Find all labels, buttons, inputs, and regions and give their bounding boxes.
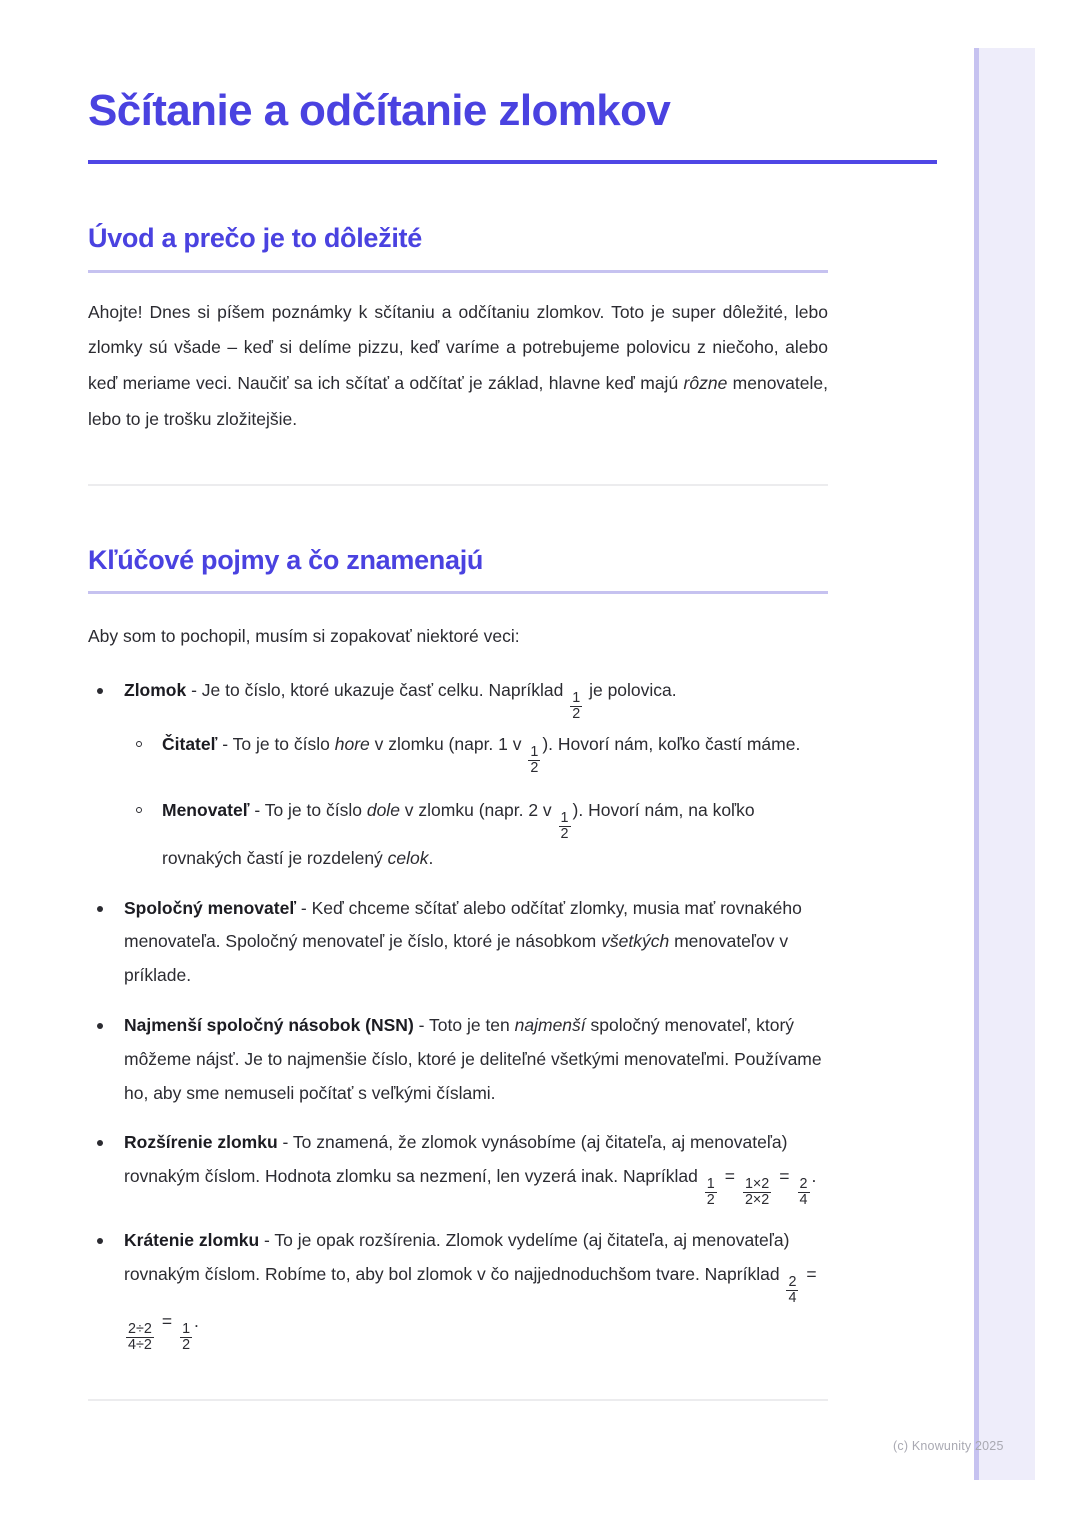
intro-paragraph-emphasis: rôzne [683,373,728,394]
fraction-denominator: 2 [182,1337,191,1354]
fraction-numerator: 2 [788,1273,797,1290]
concept-term: Krátenie zlomku [124,1229,260,1250]
concept-text-end: . [428,847,434,868]
fraction-numerator: 1 [706,1176,715,1193]
list-item [124,794,828,876]
document-content [88,86,828,1401]
concept-term: Menovateľ [162,800,250,821]
section-divider-2 [88,1399,828,1401]
fraction-denominator: 4 [788,1289,797,1306]
fraction-numerator: 1 [530,744,539,761]
section-heading-intro: Úvod a prečo je to dôležité [88,223,422,254]
concept-term: Spoločný menovateľ [124,897,297,918]
section-underline-intro [88,270,828,273]
concept-text: - Keď chceme sčítať alebo odčítať zlomky, musia mať rovnakého menovateľa. Spoločný menovateľ je číslo, ktoré je násobkom [124,897,802,952]
fraction-denominator: 2×2 [744,1191,770,1208]
concept-text: - To je opak rozšírenia. Zlomok vydelíme (aj čitateľa, aj menovateľa) rovnakým číslom. Robíme to, aby bol zlomok v čo najjednoduchšom tvare. Napríklad [124,1229,790,1284]
list-item [88,1224,828,1353]
concept-text-tail: spoločný menovateľ, ktorý môžeme nájsť. Je to najmenšie číslo, ktoré je deliteľné všetkými menovateľmi. Používame ho, aby sme nemuseli počítať s veľkými číslami. [124,1014,822,1103]
fraction [705,1177,717,1208]
equation-operator: = [161,1311,173,1332]
fraction-numerator: 1×2 [744,1176,770,1193]
list-item [124,728,828,776]
fraction-denominator: 2 [572,706,581,723]
concept-text-mid: v zlomku (napr. 1 v [369,734,527,755]
concept-emphasis: hore [334,734,370,755]
title-underline [88,160,937,164]
concept-emphasis-end: celok [387,847,429,868]
concept-text: - To je to číslo [217,734,335,755]
concepts-lead-text: Aby som to pochopil, musím si zopakovať niektoré veci: [88,626,520,647]
section-underline-concepts [88,591,828,594]
concept-text-tail: . [194,1311,199,1332]
fraction-numerator: 2 [799,1176,808,1193]
fraction [798,1177,810,1208]
fraction-denominator: 4÷2 [128,1337,152,1354]
concept-text-mid: v zlomku (napr. 2 v [399,800,557,821]
equation-operator: = [779,1166,790,1187]
fraction [743,1177,771,1208]
concept-text: - Toto je ten [413,1014,515,1035]
concept-text-tail: . [811,1166,817,1187]
page-title: Sčítanie a odčítanie zlomkov [88,86,671,135]
list-item [88,674,828,875]
concept-text-tail: menovateľov v príklade. [124,931,789,986]
concept-list [88,674,828,1353]
concept-emphasis: najmenší [514,1014,586,1035]
concept-term: Najmenší spoločný násobok (NSN) [124,1014,414,1035]
list-item [88,1009,828,1110]
fraction-denominator: 4 [799,1191,808,1208]
fraction [180,1322,192,1353]
intro-paragraph-part2: menovatele, lebo to je trošku zložitejšie. [88,373,828,430]
concept-term: Zlomok [124,680,187,701]
fraction [528,745,540,776]
section-divider-1 [88,484,828,486]
fraction-denominator: 2 [560,826,569,843]
list-item [88,1126,828,1208]
concept-emphasis: všetkých [601,931,670,952]
fraction-numerator: 1 [560,810,569,827]
intro-paragraph [88,295,828,439]
intro-paragraph-part1: Ahojte! Dnes si píšem poznámky k sčítaniu a odčítaniu zlomkov. Toto je super dôležité, lebo zlomky sú všade – keď si delíme pizzu, keď varíme a potrebujeme polovicu z niečoho, alebo keď meriame veci. Naučiť sa ich sčítať a odčítať je základ, hlavne keď majú [88,301,828,394]
concept-term: Rozšírenie zlomku [124,1132,278,1153]
equation-operator: = [724,1166,735,1187]
list-item [88,892,828,993]
fraction-numerator: 2÷2 [128,1321,152,1338]
concept-text-tail: ). Hovorí nám, koľko častí máme. [542,734,801,755]
concept-text-tail: ). Hovorí nám, na koľko rovnakých častí je rozdelený [162,800,755,868]
section-heading-concepts: Kľúčové pojmy a čo znamenajú [88,545,484,576]
fraction [126,1322,154,1353]
fraction-denominator: 2 [530,760,539,777]
concept-text-tail: je polovica. [584,680,677,701]
concept-sub-list [124,728,828,875]
concept-text: - To znamená, že zlomok vynásobíme (aj čitateľa, aj menovateľa) rovnakým číslom. Hodnota zlomku sa nezmení, len vyzerá inak. Napríklad [124,1132,788,1187]
fraction-numerator: 1 [572,690,581,707]
equation-operator: = [806,1263,817,1284]
concept-emphasis: dole [366,800,400,821]
copyright-watermark: (c) Knowunity 2025 [893,1439,1004,1453]
fraction [559,811,571,842]
fraction-numerator: 1 [182,1321,191,1338]
concept-term: Čitateľ [162,734,218,755]
concept-text: - To je to číslo [249,800,367,821]
concept-text: - Je to číslo, ktoré ukazuje časť celku. Napríklad [186,680,569,701]
fraction [570,691,582,722]
fraction-denominator: 2 [706,1191,715,1208]
fraction [786,1275,798,1306]
